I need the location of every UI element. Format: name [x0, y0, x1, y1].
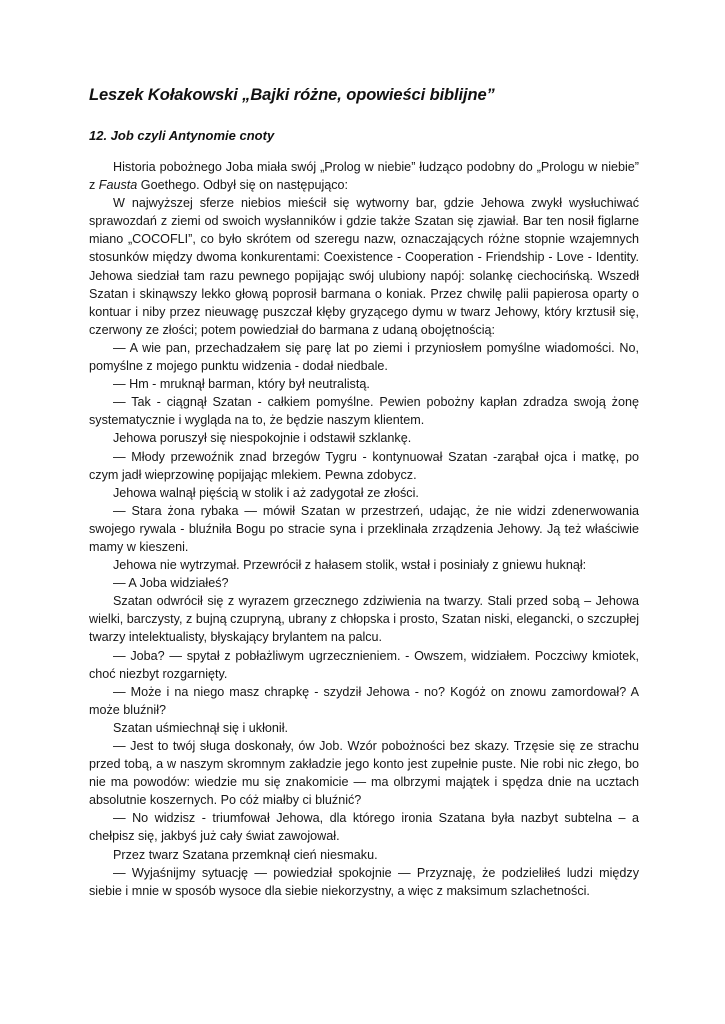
- paragraph: — A Joba widziałeś?: [113, 576, 229, 591]
- paragraph-text: Historia pobożnego Joba miała swój „Prolog w niebie” łudząco podobny do „Prologu w niebie” z: [89, 160, 639, 193]
- paragraph: — Młody przewoźnik znad brzegów Tygru - kontynuował Szatan -zarąbał ojca i matkę, po czym jadł wieprzowinę popijając mlekiem. Pewna zdobycz.: [89, 449, 639, 482]
- paragraph: — Jest to twój sługa doskonały, ów Job. Wzór pobożności bez skazy. Trzęsie się ze strachu przed tobą, a w naszym skromnym zakładzie jego konto jest zupełnie puste. Nie robi nic złego, bo nie ma powodów: wiedzie mu się znakomicie — ma olbrzymi majątek i spędza dnie na ucztach absolutnie koszernych. Po cóż miałby ci bluźnić?: [89, 739, 639, 808]
- paragraph: — Wyjaśnijmy sytuację — powiedział spokojnie — Przyznaję, że podzieliłeś ludzi między siebie i mnie w sposób wysoce dla siebie niekorzystny, a więc z maksimum szlachetności.: [89, 865, 639, 898]
- paragraph: W najwyższej sferze niebios mieścił się wytworny bar, gdzie Jehowa zwykł wysłuchiwać sprawozdań z ziemi od swoich wysłanników i gdzie także Szatan się zjawiał. Bar ten nosił figlarne miano „COCOFLI”, co było skrótem od szeregu nazw, oznaczających różne stopnie wzajemnych stosunków między dwoma konkurentami: Coexistence - Cooperation - Friendship - Love - Identity. Jehowa siedział tam razu pewnego popijając swój ulubiony napój: solankę ciechocińską. Wszedł Szatan i skinąwszy lekko głową poprosił barmana o koniak. Przez chwilę palii papierosa oparty o kontuar i niby przez nieuwagę puszczał kłęby gryzącego dymu w twarz Jehowy, który krztusił się, czerwony ze złości; potem powiedział do barmana z udaną obojętnością:: [89, 196, 639, 337]
- document-body: [89, 158, 639, 900]
- book-title-italic: Fausta: [98, 178, 138, 193]
- paragraph: Szatan uśmiechnął się i ukłonił.: [113, 720, 289, 735]
- paragraph: Przez twarz Szatana przemknął cień niesmaku.: [113, 847, 378, 862]
- paragraph: Szatan odwrócił się z wyrazem grzecznego zdziwienia na twarzy. Stali przed sobą – Jehowa wielki, barczysty, z bujną czupryną, ubrany z chłopska i prosto, Szatan niski, elegancki, o szczupłej twarzy intelektualisty, błyskający brylantem na palcu.: [89, 594, 639, 645]
- chapter-heading: 12. Job czyli Antynomie cnoty: [89, 128, 275, 143]
- paragraph: Jehowa walnął pięścią w stolik i aż zadygotał ze złości.: [113, 485, 419, 500]
- paragraph: Jehowa nie wytrzymał. Przewrócił z hałasem stolik, wstał i posiniały z gniewu huknął:: [113, 558, 587, 573]
- paragraph: — Stara żona rybaka — mówił Szatan w przestrzeń, udając, że nie widzi zdenerwowania swojego rywala - bluźniła Bogu po stracie syna i przeklinała zrządzenia Jehowy. Ją też właściwie mamy w kieszeni.: [89, 503, 639, 554]
- paragraph-text: Goethego. Odbył się on następująco:: [137, 178, 349, 193]
- paragraph: — Może i na niego masz chrapkę - szydził Jehowa - no? Kogóż on znowu zamordował? A może bluźnił?: [89, 684, 639, 717]
- paragraph: — No widzisz - triumfował Jehowa, dla którego ironia Szatana była nazbyt subtelna – a chełpisz się, jakbyś już cały świat zawojował.: [89, 811, 639, 844]
- document-title: Leszek Kołakowski „Bajki różne, opowieści biblijne”: [89, 86, 495, 104]
- paragraph: — Joba? — spytał z pobłażliwym ugrzecznieniem. - Owszem, widziałem. Poczciwy kmiotek, choć niezbyt rozgarnięty.: [89, 648, 639, 681]
- paragraph: Jehowa poruszył się niespokojnie i odstawił szklankę.: [113, 431, 412, 446]
- paragraph: — Tak - ciągnął Szatan - całkiem pomyślne. Pewien pobożny kapłan zdradza swoją żonę systematycznie i wygląda na to, że będzie naszym klientem.: [89, 395, 639, 428]
- paragraph: [89, 158, 639, 194]
- paragraph: — Hm - mruknął barman, który był neutralistą.: [113, 377, 370, 392]
- paragraph: — A wie pan, przechadzałem się parę lat po ziemi i przyniosłem pomyślne wiadomości. No, pomyślne z mojego punktu widzenia - dodał niedbale.: [89, 340, 639, 374]
